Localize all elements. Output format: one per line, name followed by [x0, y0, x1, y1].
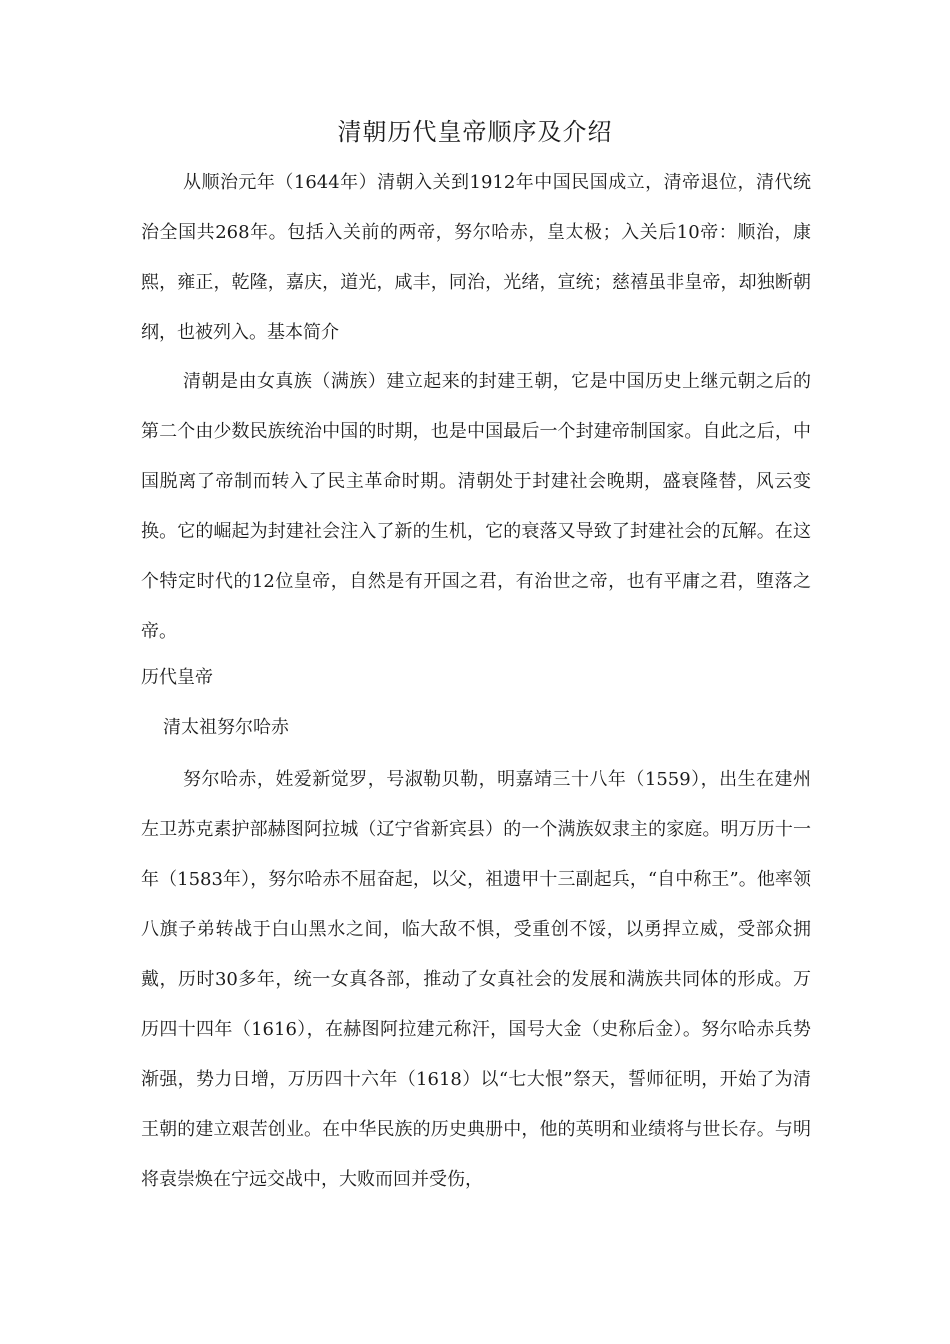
- section-heading: 历代皇帝: [141, 667, 213, 688]
- nurhaci-paragraph: 努尔哈赤，姓爱新觉罗，号淑勒贝勒，明嘉靖三十八年（1559），出生在建州左卫苏克素护部赫图阿拉城（辽宁省新宾县）的一个满族奴隶主的家庭。明万历十一年（1583年），努尔哈赤不屈奋起，以父，祖遗甲十三副起兵，“自中称王”。他率领八旗子弟转战于白山黑水之间，临大敌不惧，受重创不馁，以勇捍立威，受部众拥戴，历时30多年，统一女真各部，推动了女真社会的发展和满族共同体的形成。万历四十四年（1616），在赫图阿拉建元称汗，国号大金（史称后金）。努尔哈赤兵势渐强，势力日增，万历四十六年（1618）以“七大恨”祭天，誓师征明，开始了为清王朝的建立艰苦创业。在中华民族的历史典册中，他的英明和业绩将与世长存。与明将袁崇焕在宁远交战中，大败而回并受伤，: [141, 769, 811, 1190]
- sub-heading: 清太祖努尔哈赤: [163, 717, 289, 738]
- overview-paragraph: 清朝是由女真族（满族）建立起来的封建王朝，它是中国历史上继元朝之后的第二个由少数民族统治中国的时期，也是中国最后一个封建帝制国家。自此之后，中国脱离了帝制而转入了民主革命时期。清朝处于封建社会晚期，盛衰隆替，风云变换。它的崛起为封建社会注入了新的生机，它的衰落又导致了封建社会的瓦解。在这个特定时代的12位皇帝，自然是有开国之君，有治世之帝，也有平庸之君，堕落之帝。: [141, 371, 811, 642]
- document-title: 清朝历代皇帝顺序及介绍: [337, 118, 613, 146]
- intro-paragraph: 从顺治元年（1644年）清朝入关到1912年中国民国成立，清帝退位，清代统治全国共268年。包括入关前的两帝，努尔哈赤，皇太极；入关后10帝：顺治，康熙，雍正，乾隆，嘉庆，道光，咸丰，同治，光绪，宣统；慈禧虽非皇帝，却独断朝纲，也被列入。基本简介: [141, 172, 811, 343]
